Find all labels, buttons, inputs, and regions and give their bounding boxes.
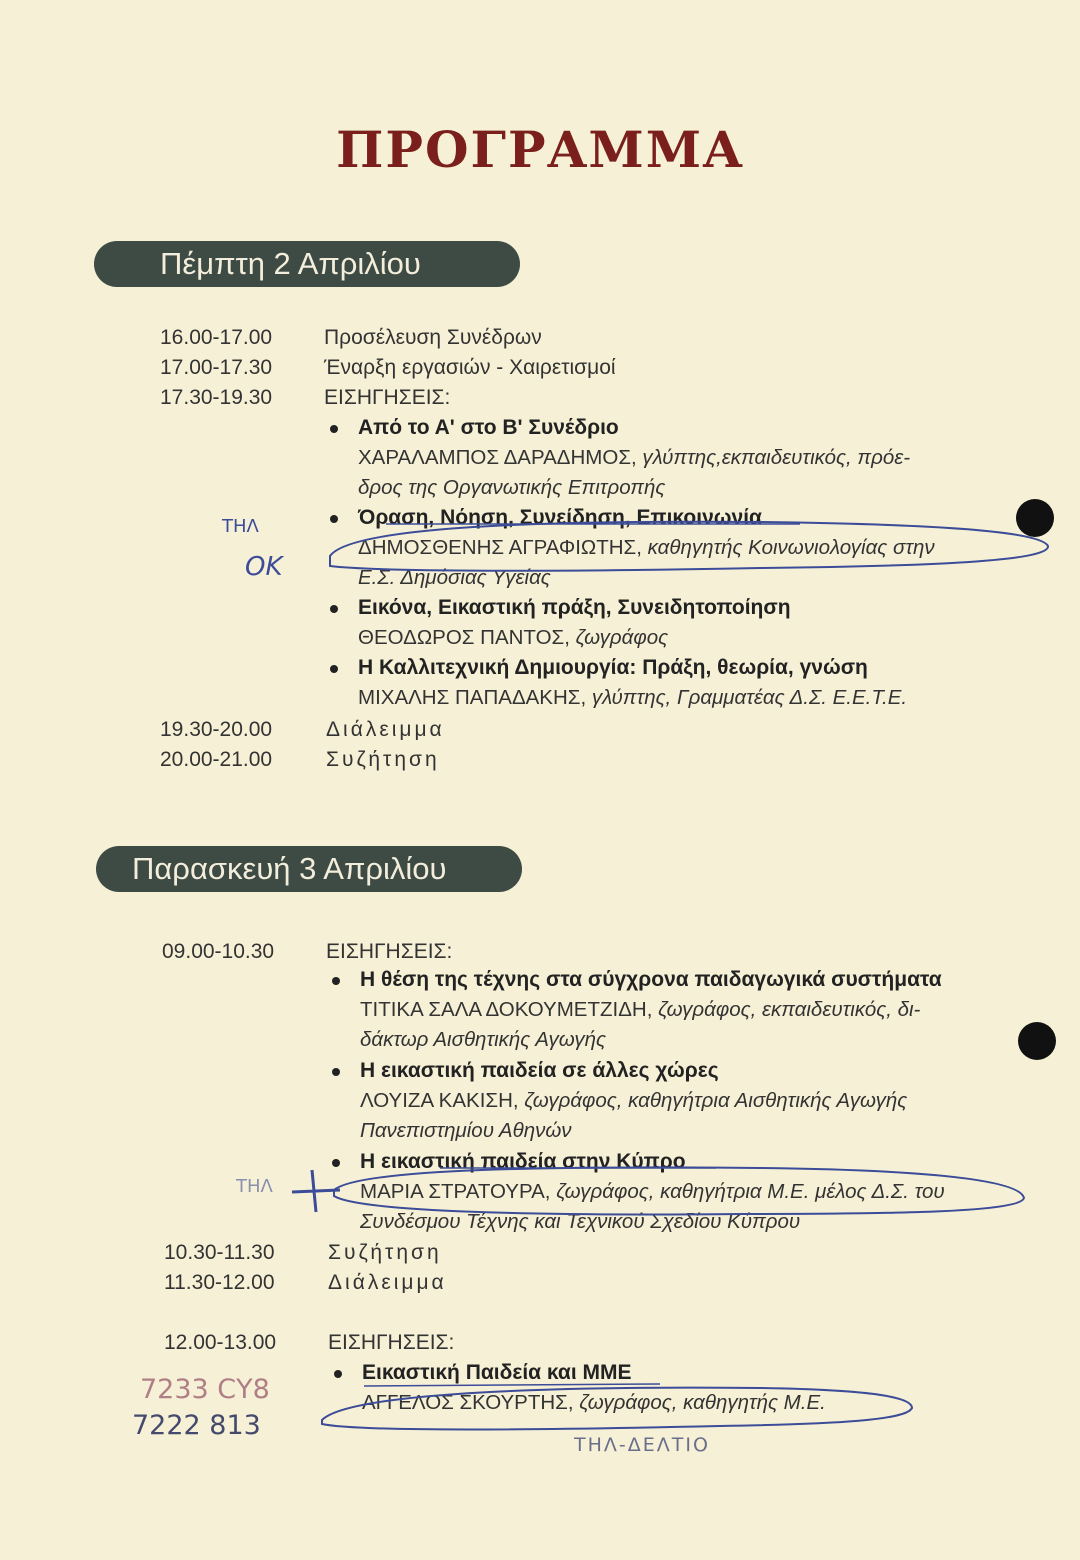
speaker-desc: ζωγράφος, εκπαιδευτικός, δι-: [658, 998, 921, 1021]
day2-header-text: Παρασκευή 3 Απριλίου: [132, 851, 447, 886]
handwritten-note: ΤΗΛ: [236, 1176, 273, 1197]
talk-title: Εικαστική Παιδεία και ΜΜΕ: [362, 1361, 632, 1384]
pen-cross: [292, 1170, 340, 1212]
time-slot: 12.00-13.00: [164, 1331, 277, 1354]
time-slot: 17.00-17.30: [160, 356, 273, 379]
talk-title: Όραση, Νόηση, Συνείδηση, Επικοινωνία: [358, 506, 762, 529]
speaker-name: ΑΓΓΕΛΟΣ ΣΚΟΥΡΤΗΣ,: [362, 1391, 574, 1414]
day1-header-text: Πέμπτη 2 Απριλίου: [160, 246, 421, 281]
handwritten-note: ΤΗΛ-ΔΕΛΤΙΟ: [574, 1434, 710, 1456]
speaker-desc: καθηγητής Κοινωνιολογίας στην: [647, 536, 935, 559]
speaker-desc-cont: Πανεπιστημίου Αθηνών: [360, 1119, 572, 1142]
talk-title: Η εικαστική παιδεία στην Κύπρο: [360, 1150, 686, 1173]
time-slot: 20.00-21.00: [160, 748, 273, 771]
time-slot: 16.00-17.00: [160, 326, 273, 349]
pen-circle-1: [330, 522, 1048, 571]
slot-label: Συζήτηση: [328, 1241, 442, 1264]
pen-underline-3: [364, 1384, 660, 1386]
time-slot: 09.00-10.30: [162, 940, 275, 963]
slot-label: ΕΙΣΗΓΗΣΕΙΣ:: [324, 386, 451, 409]
speaker-desc: ζωγράφος, καθηγητής Μ.Ε.: [579, 1391, 826, 1414]
time-slot: 19.30-20.00: [160, 718, 273, 741]
handwritten-note: ΟΚ: [245, 552, 283, 582]
speaker-desc-cont: Συνδέσμου Τέχνης και Τεχνικού Σχεδίου Κύπρου: [360, 1210, 801, 1233]
speaker-name: ΘΕΟΔΩΡΟΣ ΠΑΝΤΟΣ,: [358, 626, 570, 649]
slot-label: Συζήτηση: [326, 748, 440, 771]
speaker-desc: ζωγράφος, καθηγήτρια Αισθητικής Αγωγής: [524, 1089, 908, 1112]
speaker-desc: ζωγράφος, καθηγήτρια Μ.Ε. μέλος Δ.Σ. του: [556, 1180, 945, 1203]
talk-title: Από το Α' στο Β' Συνέδριο: [358, 416, 619, 439]
page-title: ΠΡΟΓΡΑΜΜΑ: [336, 120, 744, 179]
speaker-desc-cont: δρος της Οργανωτικής Επιτροπής: [358, 476, 666, 499]
slot-label: Διάλειμμα: [328, 1271, 447, 1294]
speaker-name: ΛΟΥΙΖΑ ΚΑΚΙΣΗ,: [360, 1089, 519, 1112]
slot-label: Έναρξη εργασιών - Χαιρετισμοί: [324, 356, 616, 379]
time-slot: 11.30-12.00: [164, 1271, 275, 1294]
handwritten-phone: 7222 813: [132, 1410, 261, 1441]
slot-label: ΕΙΣΗΓΗΣΕΙΣ:: [326, 940, 453, 963]
speaker-desc-cont: Ε.Σ. Δημόσιας Υγείας: [358, 566, 551, 589]
talk-title: Η εικαστική παιδεία σε άλλες χώρες: [360, 1059, 719, 1082]
time-slot: 10.30-11.30: [164, 1241, 275, 1264]
speaker-name: ΤΙΤΙΚΑ ΣΑΛΑ ΔΟΚΟΥΜΕΤΖΙΔΗ,: [360, 998, 653, 1021]
speaker-desc: ζωγράφος: [575, 626, 669, 649]
time-slot: 17.30-19.30: [160, 386, 273, 409]
slot-label: Προσέλευση Συνέδρων: [324, 326, 542, 349]
speaker-name: ΧΑΡΑΛΑΜΠΟΣ ΔΑΡΑΔΗΜΟΣ,: [358, 446, 637, 469]
talk-title: Εικόνα, Εικαστική πράξη, Συνειδητοποίηση: [358, 596, 791, 619]
slot-label: ΕΙΣΗΓΗΣΕΙΣ:: [328, 1331, 455, 1354]
handwritten-phone: 7233 CΥ8: [140, 1374, 270, 1405]
speaker-name: ΜΑΡΙΑ ΣΤΡΑΤΟΥΡΑ,: [360, 1180, 551, 1203]
speaker-name: ΜΙΧΑΛΗΣ ΠΑΠΑΔΑΚΗΣ,: [358, 686, 587, 709]
talk-title: Η θέση της τέχνης στα σύγχρονα παιδαγωγικά συστήματα: [360, 968, 942, 991]
speaker-name: ΔΗΜΟΣΘΕΝΗΣ ΑΓΡΑΦΙΩΤΗΣ,: [358, 536, 642, 559]
speaker-desc: γλύπτης,εκπαιδευτικός, πρόε-: [642, 446, 911, 469]
handwritten-note: ΤΗΛ: [222, 516, 259, 537]
talk-title: Η Καλλιτεχνική Δημιουργία: Πράξη, θεωρία, γνώση: [358, 656, 868, 679]
slot-label: Διάλειμμα: [326, 718, 445, 741]
pen-circle-3: [322, 1388, 912, 1430]
speaker-desc-cont: δάκτωρ Αισθητικής Αγωγής: [360, 1028, 606, 1051]
speaker-desc: γλύπτης, Γραμματέας Δ.Σ. Ε.Ε.Τ.Ε.: [591, 686, 908, 709]
pen-circle-2: [334, 1167, 1024, 1214]
